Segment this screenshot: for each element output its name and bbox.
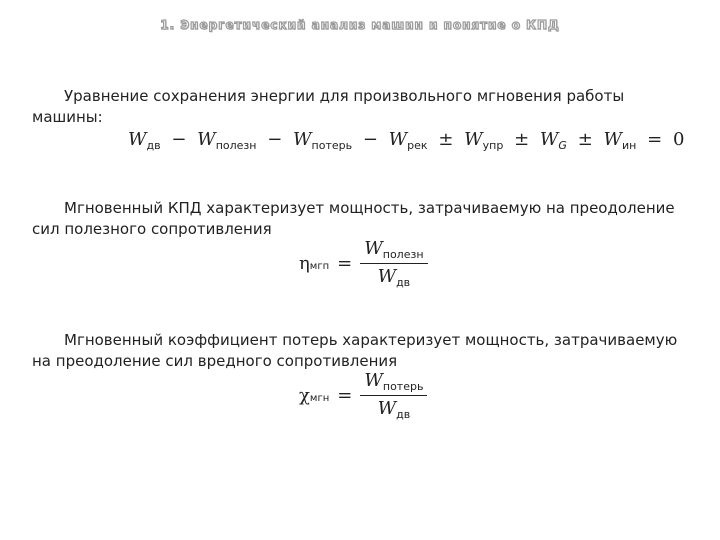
fraction-bar bbox=[360, 263, 427, 264]
efficiency-description: Мгновенный КПД характеризует мощность, затрачиваемую на преодоление сил полезного сопротивления bbox=[32, 199, 675, 238]
fraction-numerator: $W_{полезн}$ bbox=[364, 238, 424, 261]
term-recuperation-work: $W_{рек}$ bbox=[388, 129, 428, 152]
loss-coefficient-formula bbox=[299, 370, 427, 421]
term-gravity-work: $W_G$ bbox=[539, 129, 567, 152]
operator: ± bbox=[577, 129, 593, 150]
fraction-numerator: $W_{потерь}$ bbox=[364, 370, 424, 393]
fraction-denominator: $W_{дв}$ bbox=[377, 398, 411, 421]
energy-balance-intro: Уравнение сохранения энергии для произвольного мгновения работы машины: bbox=[32, 87, 625, 126]
term-driving-work: $W_{дв}$ bbox=[128, 129, 161, 152]
fraction-bar bbox=[360, 395, 427, 396]
fraction bbox=[360, 238, 427, 289]
loss-coefficient-description: Мгновенный коэффициент потерь характеризует мощность, затрачиваемую на преодоление сил вредного сопротивления bbox=[32, 331, 678, 370]
slide-title: 1. Энергетический анализ машин и понятие о КПД bbox=[160, 18, 560, 32]
term-inertia-work: $W_{ин}$ bbox=[603, 129, 637, 152]
loss-coefficient-symbol: χ мгн bbox=[299, 385, 330, 406]
operator: − bbox=[362, 129, 378, 150]
equals-sign: = bbox=[337, 385, 353, 406]
efficiency-formula bbox=[299, 238, 428, 289]
operator: ± bbox=[438, 129, 454, 150]
term-elastic-work: $W_{упр}$ bbox=[464, 129, 504, 152]
fraction bbox=[360, 370, 427, 421]
operator: − bbox=[171, 129, 187, 150]
term-useful-work: $W_{полезн}$ bbox=[197, 129, 257, 152]
operator: − bbox=[267, 129, 283, 150]
fraction-denominator: $W_{дв}$ bbox=[377, 266, 411, 289]
equation-rhs: 0 bbox=[672, 129, 685, 150]
operator: ± bbox=[514, 129, 530, 150]
term-loss-work: $W_{потерь}$ bbox=[293, 129, 353, 152]
equals-sign: = bbox=[647, 129, 663, 150]
equals-sign: = bbox=[337, 253, 353, 274]
energy-balance-equation bbox=[128, 129, 684, 152]
efficiency-symbol: η мгп bbox=[299, 253, 330, 274]
